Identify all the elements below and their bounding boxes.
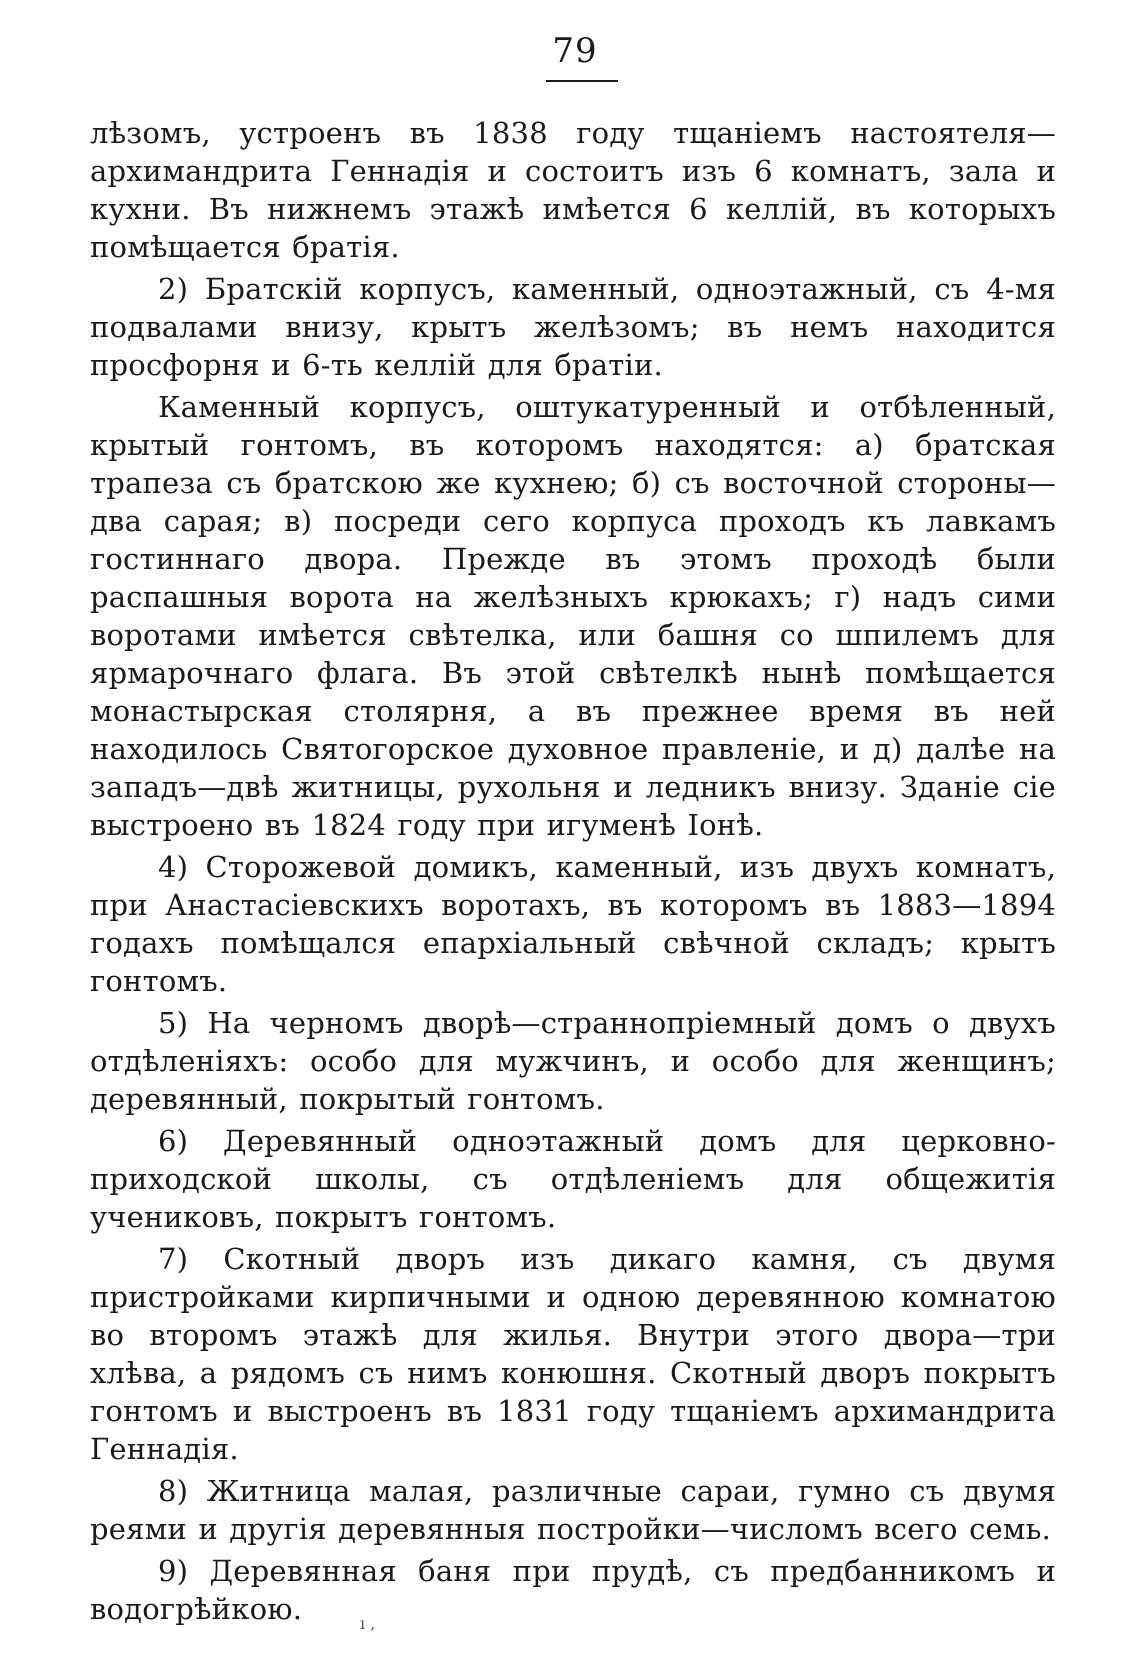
paragraph-item-8: 8) Житница малая, различные сараи, гумно съ двумя реями и другія деревянныя постройки—числомъ всего семь.	[90, 1474, 1056, 1546]
paragraph-item-3: Каменный корпусъ, оштукатуренный и отбѣленный, крытый гонтомъ, въ которомъ находятся: а) братская трапеза съ братскою же кухнею; б) съ восточной стороны—два сарая; в) посреди сего корпуса проходъ къ лавкамъ гостиннаго двора. Прежде въ этомъ проходѣ были распашныя ворота на желѣзныхъ крюкахъ; г) надъ сими воротами имѣется свѣтелка, или башня со шпилемъ для ярмарочнаго флага. Въ этой свѣтелкѣ нынѣ помѣщается монастырская столярня, а въ прежнее время въ ней находилось Святогорское духовное правленіе, и д) далѣе на западъ—двѣ житницы, рухольня и ледникъ внизу. Зданіе сіе выстроено въ 1824 году при игуменѣ Іонѣ.	[90, 390, 1056, 842]
page-number-underline	[546, 80, 618, 82]
footer-printer-mark: ı ,	[360, 1614, 376, 1633]
paragraph-item-4: 4) Сторожевой домикъ, каменный, изъ двухъ комнатъ, при Анастасіевскихъ воротахъ, въ которомъ въ 1883—1894 годахъ помѣщался епархіальный свѣчной складъ; крытъ гонтомъ.	[90, 850, 1056, 998]
page-number: 79	[552, 31, 598, 71]
body-text	[90, 114, 1056, 1632]
paragraph-item-7: 7) Скотный дворъ изъ дикаго камня, съ двумя пристройками кирпичными и одною деревянною комнатою во второмъ этажѣ для жилья. Внутри этого двора—три хлѣва, а рядомъ съ нимъ конюшня. Скотный дворъ покрытъ гонтомъ и выстроенъ въ 1831 году тщаніемъ архимандрита Геннадія.	[90, 1242, 1056, 1466]
paragraph-continued: лѣзомъ, устроенъ въ 1838 году тщаніемъ настоятеля—архимандрита Геннадія и состоитъ изъ 6 комнатъ, зала и кухни. Въ нижнемъ этажѣ имѣется 6 келлій, въ которыхъ помѣщается братія.	[90, 116, 1056, 264]
paragraph-item-6: 6) Деревянный одноэтажный домъ для церковно-приходской школы, съ отдѣленіемъ для общежитія учениковъ, покрытъ гонтомъ.	[90, 1124, 1056, 1234]
paragraph-item-2: 2) Братскій корпусъ, каменный, одноэтажный, съ 4-мя подвалами внизу, крытъ желѣзомъ; въ немъ находится просфорня и 6-ть келлій для братіи.	[90, 272, 1056, 382]
paragraph-item-5: 5) На черномъ дворѣ—страннопріемный домъ о двухъ отдѣленіяхъ: особо для мужчинъ, и особо для женщинъ; деревянный, покрытый гонтомъ.	[90, 1006, 1056, 1116]
paragraph-item-9: 9) Деревянная баня при прудѣ, съ предбанникомъ и водогрѣйкою.	[90, 1554, 1056, 1626]
